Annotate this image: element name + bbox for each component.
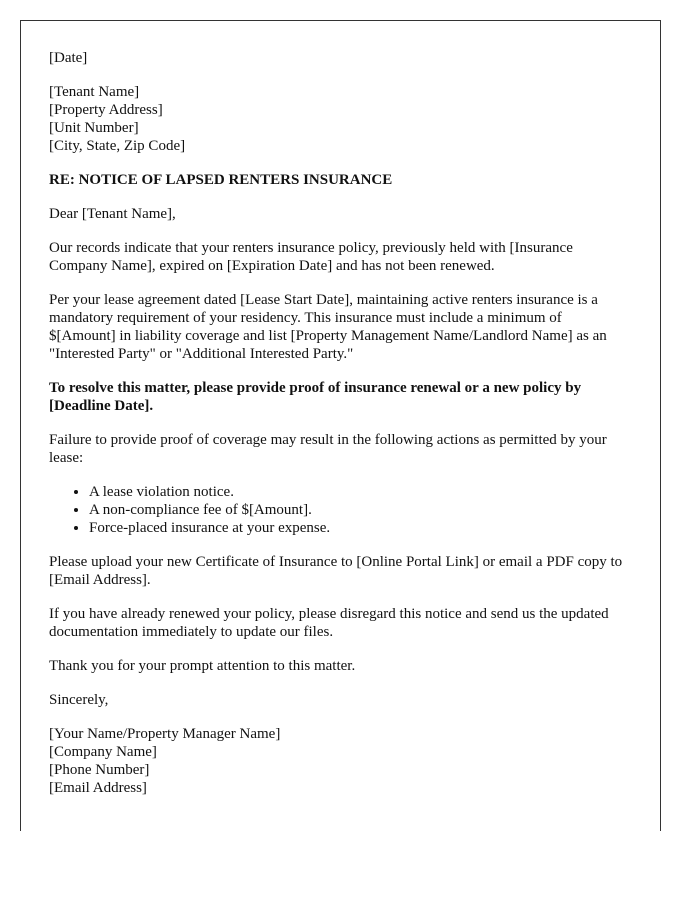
company-name: [Company Name] [49,744,157,760]
phone-number: [Phone Number] [49,762,150,778]
paragraph-disregard: If you have already renewed your policy, please disregard this notice and send us the updated documentation immediately to update our files. [49,606,609,640]
closing: Sincerely, [49,692,109,708]
paragraph-thanks: Thank you for your prompt attention to this matter. [49,658,356,674]
list-item: • Force-placed insurance at your expense. [89,519,632,537]
paragraph-lapse: Our records indicate that your renters insurance policy, previously held with [Insurance Company Name], expired on [Expiration Date] and has not been renewed. [49,240,573,274]
paragraph-upload: Please upload your new Certificate of Insurance to [Online Portal Link] or email a PDF copy to [Email Address]. [49,554,623,588]
recipient-property-address: [Property Address] [49,102,163,118]
signature-block [49,725,632,797]
paragraph-consequences: Failure to provide proof of coverage may result in the following actions as permitted by your lease: [49,432,607,466]
subject-line: RE: NOTICE OF LAPSED RENTERS INSURANCE [49,172,393,188]
recipient-unit: [Unit Number] [49,120,139,136]
paragraph-deadline: To resolve this matter, please provide proof of insurance renewal or a new policy by [Deadline Date]. [49,380,582,414]
letter-page [20,20,661,831]
recipient-name: [Tenant Name] [49,84,140,100]
paragraph-requirement: Per your lease agreement dated [Lease Start Date], maintaining active renters insurance is a mandatory requirement of your residency. This insurance must include a minimum of $[Amount] in liability coverage and list [Property Management Name/Landlord Name] as an "Interested Party" or "Additional Interested Party." [49,292,607,362]
date: [Date] [49,50,88,66]
recipient-address [49,83,632,155]
recipient-city: [City, State, Zip Code] [49,138,186,154]
signer-name: [Your Name/Property Manager Name] [49,726,281,742]
list-item: • A non-compliance fee of $[Amount]. [89,501,632,519]
actions-list [49,483,632,537]
salutation: Dear [Tenant Name], [49,206,176,222]
email-address: [Email Address] [49,780,147,796]
list-item: • A lease violation notice. [89,483,632,501]
